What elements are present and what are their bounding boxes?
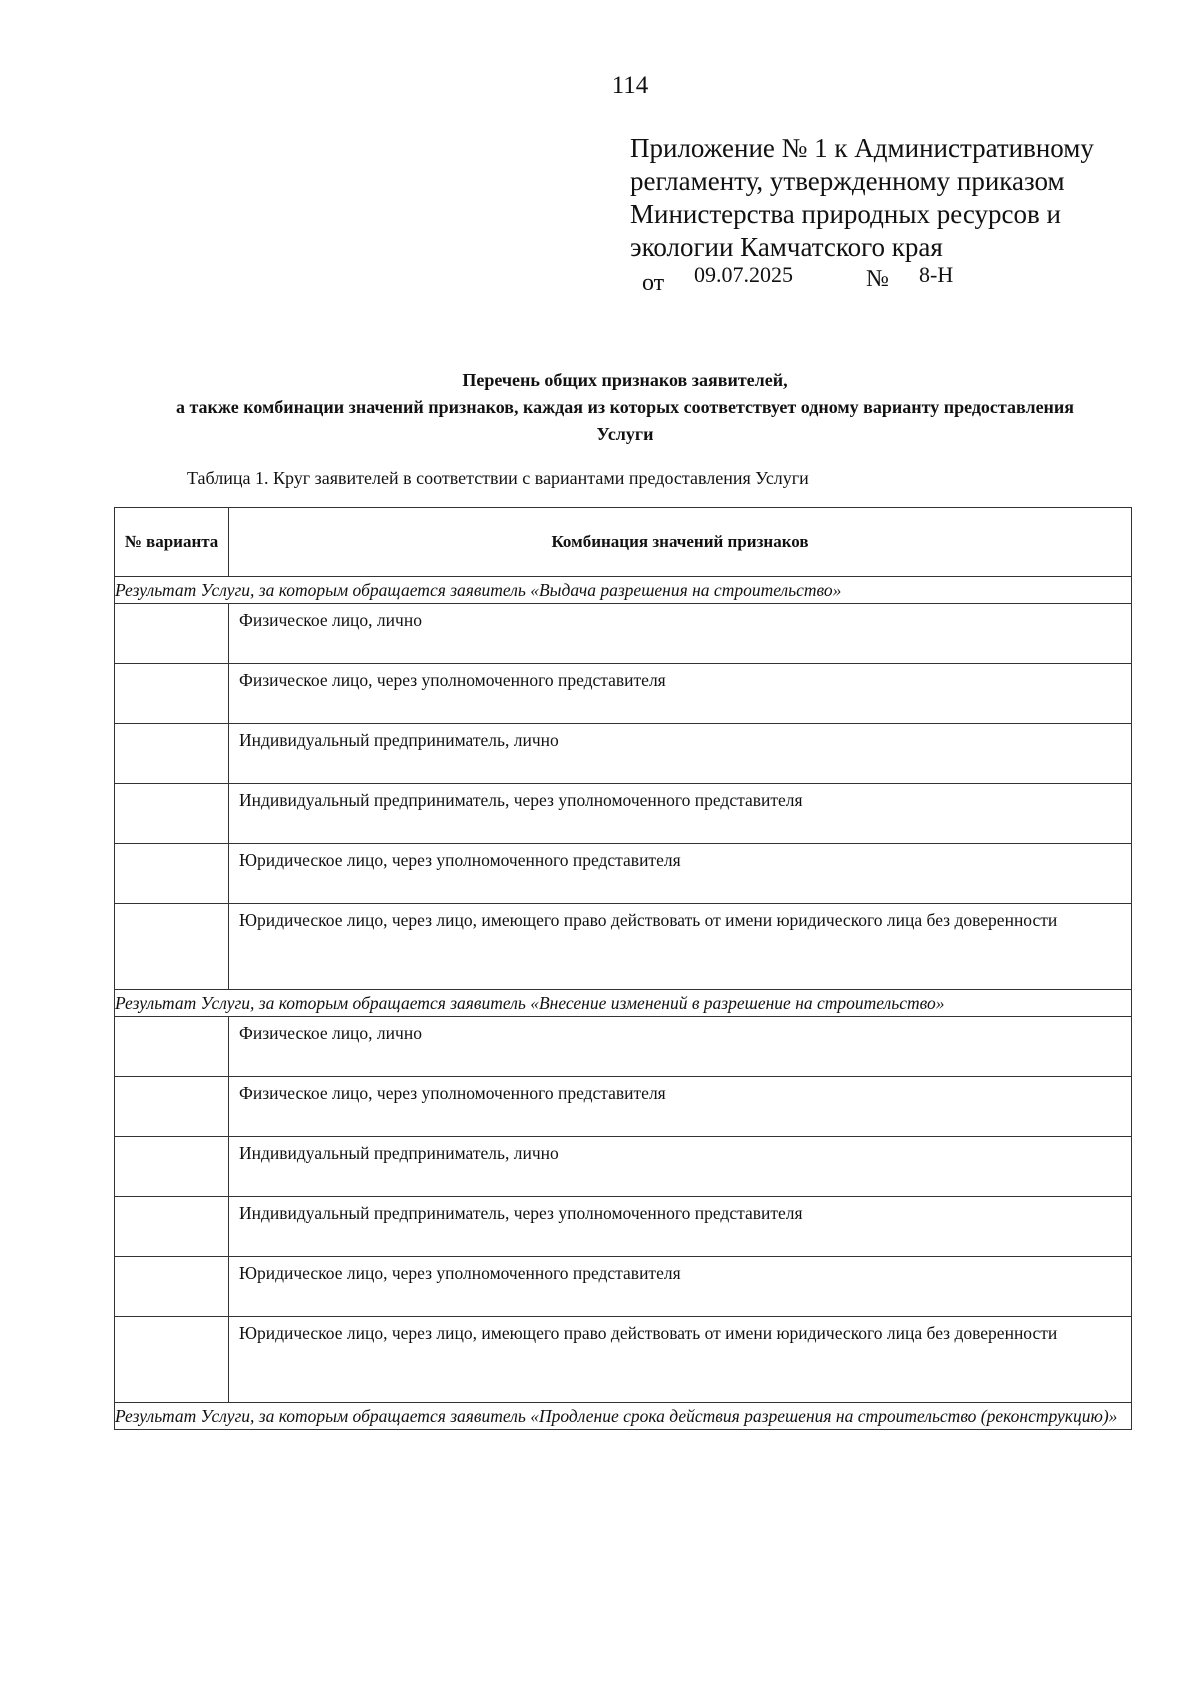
order-date: 09.07.2025: [694, 262, 793, 287]
table-caption: Таблица 1. Круг заявителей в соответствии с вариантами предоставления Услуги: [187, 468, 809, 488]
column-header-combination: Комбинация значений признаков: [229, 508, 1132, 577]
table-row: [115, 844, 1132, 904]
variant-number-cell: [115, 664, 229, 724]
table-row: [115, 1197, 1132, 1257]
table-row: [115, 1317, 1132, 1403]
table-row: [115, 904, 1132, 990]
combination-cell: Физическое лицо, лично: [229, 604, 1132, 664]
date-prefix: от: [642, 270, 665, 296]
variant-number-cell: [115, 604, 229, 664]
variant-number-cell: [115, 1257, 229, 1317]
combination-cell: Юридическое лицо, через лицо, имеющего право действовать от имени юридического лица без доверенности: [229, 904, 1132, 990]
section-title: Результат Услуги, за которым обращается заявитель «Продление срока действия разрешения на строительство (реконструкцию)»: [115, 1403, 1132, 1430]
combination-cell: Юридическое лицо, через уполномоченного представителя: [229, 1257, 1132, 1317]
section-row: [115, 577, 1132, 604]
applicants-table: [114, 507, 1132, 1430]
variant-number-cell: [115, 1317, 229, 1403]
variant-number-cell: [115, 1197, 229, 1257]
appendix-block: [630, 132, 1094, 264]
table-row: [115, 604, 1132, 664]
combination-cell: Физическое лицо, через уполномоченного представителя: [229, 1077, 1132, 1137]
combination-cell: Индивидуальный предприниматель, через уполномоченного представителя: [229, 784, 1132, 844]
title-line: Перечень общих признаков заявителей,: [462, 370, 788, 390]
variant-number-cell: [115, 1137, 229, 1197]
table-row: [115, 784, 1132, 844]
title-line: Услуги: [596, 424, 654, 444]
appendix-line: регламенту, утвержденному приказом: [630, 166, 1065, 196]
combination-cell: Физическое лицо, лично: [229, 1017, 1132, 1077]
table-row: [115, 1077, 1132, 1137]
order-date-number: [642, 262, 982, 296]
title-line: а также комбинации значений признаков, каждая из которых соответствует одному варианту предоставления: [175, 397, 1075, 417]
combination-cell: Индивидуальный предприниматель, лично: [229, 1137, 1132, 1197]
appendix-line: Приложение № 1 к Административному: [630, 133, 1094, 163]
combination-cell: Индивидуальный предприниматель, через уполномоченного представителя: [229, 1197, 1132, 1257]
appendix-line: Министерства природных ресурсов и: [630, 199, 1061, 229]
document-title: [115, 367, 1135, 448]
column-header-number: № варианта: [115, 508, 229, 577]
variant-number-cell: [115, 904, 229, 990]
table-row: [115, 1017, 1132, 1077]
table-row: [115, 1257, 1132, 1317]
combination-cell: Юридическое лицо, через уполномоченного представителя: [229, 844, 1132, 904]
variant-number-cell: [115, 1077, 229, 1137]
table-row: [115, 724, 1132, 784]
section-title: Результат Услуги, за которым обращается заявитель «Выдача разрешения на строительство»: [115, 577, 1132, 604]
order-number: 8-Н: [919, 262, 954, 287]
table-header-row: [115, 508, 1132, 577]
section-row: [115, 1403, 1132, 1430]
page-number: 114: [611, 72, 649, 99]
variant-number-cell: [115, 724, 229, 784]
combination-cell: Физическое лицо, через уполномоченного представителя: [229, 664, 1132, 724]
variant-number-cell: [115, 1017, 229, 1077]
table-row: [115, 1137, 1132, 1197]
section-title: Результат Услуги, за которым обращается заявитель «Внесение изменений в разрешение на строительство»: [115, 990, 1132, 1017]
combination-cell: Индивидуальный предприниматель, лично: [229, 724, 1132, 784]
table-row: [115, 664, 1132, 724]
combination-cell: Юридическое лицо, через лицо, имеющего право действовать от имени юридического лица без доверенности: [229, 1317, 1132, 1403]
table-body: [115, 577, 1132, 1430]
number-sign: №: [866, 266, 889, 292]
variant-number-cell: [115, 784, 229, 844]
appendix-line: экологии Камчатского края: [630, 232, 943, 262]
variant-number-cell: [115, 844, 229, 904]
section-row: [115, 990, 1132, 1017]
